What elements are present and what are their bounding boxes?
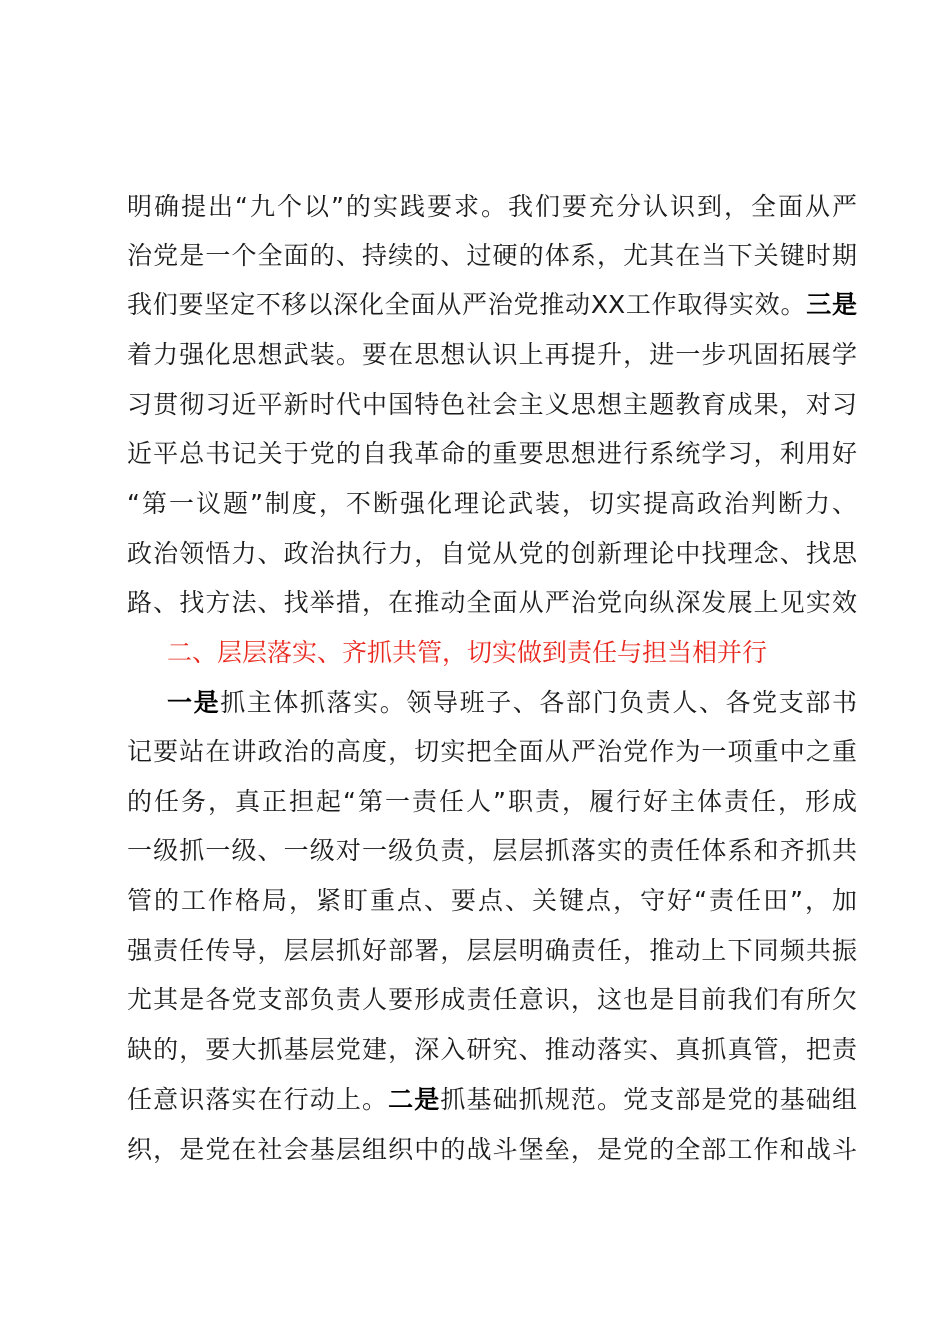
paragraph-line — [127, 1084, 857, 1116]
text-run: 抓主体抓落实。领导班子、各部门负责人、各党支部书 — [220, 688, 857, 717]
paragraph-line: 习贯彻习近平新时代中国特色社会主义思想主题教育成果，对习 — [127, 390, 857, 419]
paragraph-line: 明确提出“九个以”的实践要求。我们要充分认识到，全面从严 — [127, 192, 857, 221]
bold-run: 二是 — [388, 1085, 441, 1114]
bold-run: 三是 — [806, 290, 857, 319]
paragraph-line: 织，是党在社会基层组织中的战斗堡垒，是党的全部工作和战斗 — [127, 1135, 857, 1164]
paragraph-line: 记要站在讲政治的高度，切实把全面从严治党作为一项重中之重 — [127, 737, 857, 766]
text-run: 抓基础抓规范。党支部是党的基础组 — [440, 1085, 857, 1114]
text-run: 我们要坚定不移以深化全面从严治党推动XX工作取得实效。 — [127, 290, 807, 319]
paragraph-line: 缺的，要大抓基层党建，深入研究、推动落实、真抓真管，把责 — [127, 1035, 857, 1064]
paragraph-line: 治党是一个全面的、持续的、过硬的体系，尤其在当下关键时期 — [127, 241, 857, 270]
paragraph-line — [127, 289, 857, 321]
paragraph-line: 尤其是各党支部负责人要形成责任意识，这也是目前我们有所欠 — [127, 985, 857, 1014]
paragraph-line: 近平总书记关于党的自我革命的重要思想进行系统学习，利用好 — [127, 439, 857, 468]
bold-run: 一是 — [167, 688, 221, 717]
paragraph-line: 强责任传导，层层抓好部署，层层明确责任，推动上下同频共振 — [127, 936, 857, 965]
text-run: 任意识落实在行动上。 — [127, 1085, 389, 1114]
section-heading: 二、层层落实、齐抓共管，切实做到责任与担当相并行 — [167, 638, 768, 667]
paragraph-line: 的任务，真正担起“第一责任人”职责，履行好主体责任，形成 — [127, 787, 857, 816]
paragraph-line: “第一议题”制度，不断强化理论武装，切实提高政治判断力、 — [127, 489, 857, 518]
paragraph-line — [167, 687, 857, 719]
paragraph-line: 政治领悟力、政治执行力，自觉从党的创新理论中找理念、找思 — [127, 539, 857, 568]
paragraph-line: 管的工作格局，紧盯重点、要点、关键点，守好“责任田”，加 — [127, 886, 857, 915]
paragraph-line: 着力强化思想武装。要在思想认识上再提升，进一步巩固拓展学 — [127, 340, 857, 369]
paragraph-line: 路、找方法、找举措，在推动全面从严治党向纵深发展上见实效 — [127, 588, 857, 617]
paragraph-line: 一级抓一级、一级对一级负责，层层抓落实的责任体系和齐抓共 — [127, 836, 857, 865]
